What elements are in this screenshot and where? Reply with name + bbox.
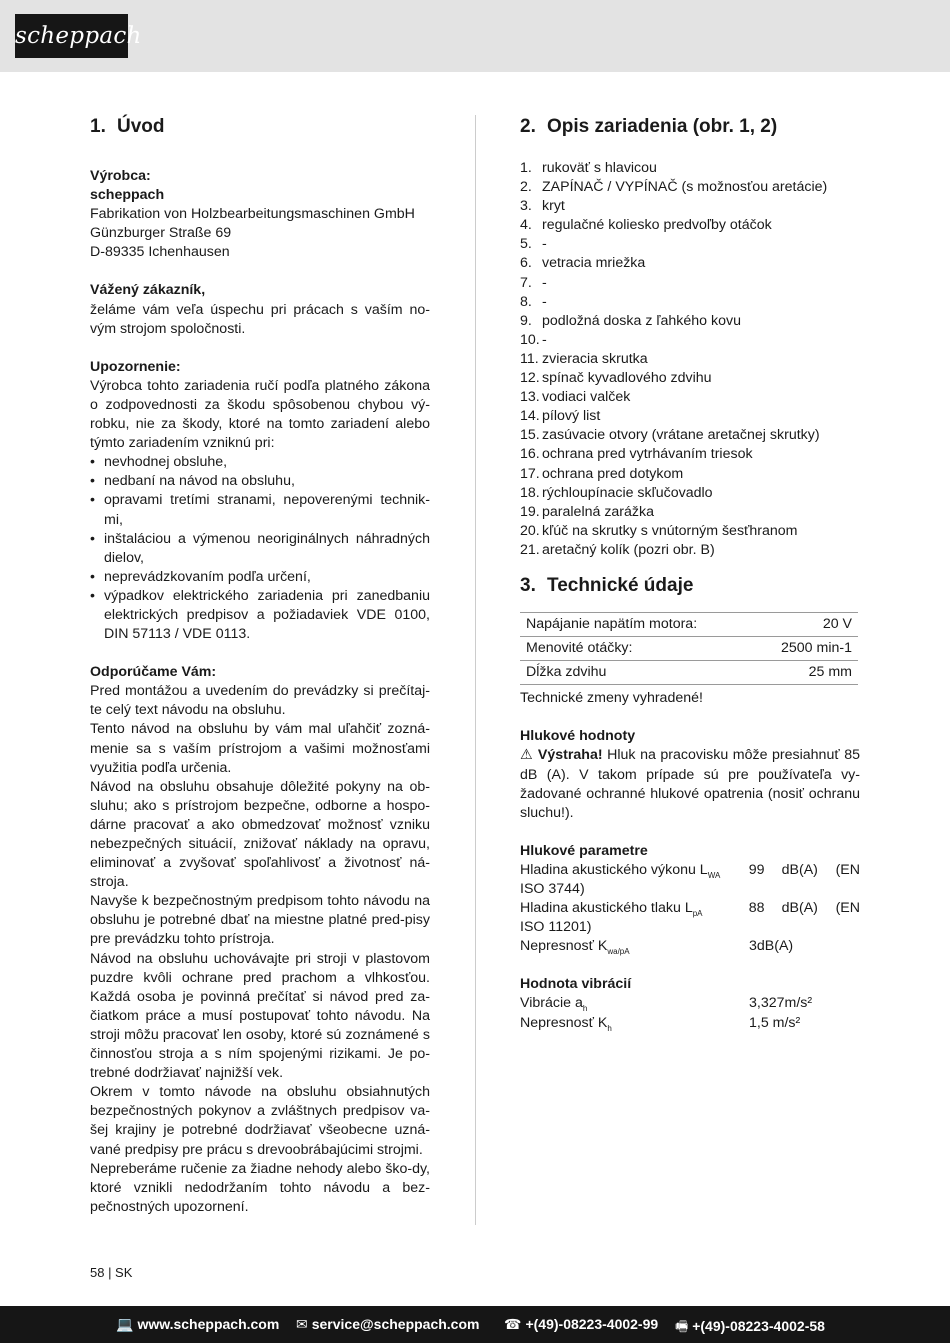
list-item [520,350,860,369]
vibration-uncertainty-sub: h [607,1023,612,1033]
part-label: - [542,293,547,310]
part-number: 5. [520,236,532,253]
uncertainty-sub: wa/pA [607,947,630,957]
part-number: 12. [520,370,540,387]
recommend-paragraph: Návod na obsluhu uchovávajte pri stroji v plastovom puzdre kvôli ochrane pred prachom a vlhkosťou. Každá osoba je povinná prečítať si návod pred za-čiatkom práce a musí postupovať tohto návodu. Na stroji môžu pracovať len osoby, ktoré sú zoznámené s činnosťou stroja a s ním spojenými rizikami. Je po-trebné dodržiavať najnižší vek. [90,950,430,1082]
uncertainty-row [520,937,860,956]
computer-icon: 💻 [116,1316,134,1332]
part-label: ochrana pred dotykom [542,465,684,482]
warning-text: Hluk na pracovisku môže presiahnuť 85 dB (A). V takom prípade sú pre používateľa vy-žadované ochranné hlukové opatrenia (nosiť ochranu sluchu!). [520,747,860,821]
warning-label: Výstraha! [537,747,603,764]
list-item [520,216,860,235]
notice-text: Výrobca tohto zariadenia ručí podľa platného zákona o zodpovednosti za škodu spôsobenou chybou vý-robku, nie za škody, ktoré na tomto zariadení alebo týmto zariadením vzniknú pri: [90,377,430,452]
recommend-title: Odporúčame Vám: [90,664,217,681]
sound-pressure-standard-cont: ISO 11201) [520,919,592,936]
part-number: 3. [520,198,532,215]
manufacturer-label: Výrobca: [90,168,151,184]
sound-pressure-standard: (EN [835,900,860,917]
part-number: 9. [520,312,532,329]
table-row [520,661,858,685]
list-item [520,445,860,464]
table-cell-label: Napájanie napätím motora: [520,612,753,636]
sound-power-sub: WA [707,870,721,880]
sound-power-row [520,861,860,880]
right-column [520,115,860,1033]
phone-icon: ☎ [504,1316,522,1332]
recommend-paragraph: Pred montážou a uvedením do prevádzky si prečítaj-te celý text návodu na obsluhu. [90,683,430,719]
vibration-title: Hodnota vibrácií [520,976,632,993]
warning-paragraph [520,746,860,822]
sound-power-label: Hladina akustického výkonu L [520,861,708,878]
section-2-heading: 2. Opis zariadenia (obr. 1, 2) [520,116,778,137]
uncertainty-value: 3dB(A) [749,938,794,955]
address-line: D-89335 Ichenhausen [90,244,230,261]
part-label: - [542,274,547,291]
fax-number: +(49)-08223-4002-58 [692,1318,825,1334]
part-label: regulačné koliesko predvoľby otáčok [542,217,772,234]
recommend-paragraph: Navyše k bezpečnostným predpisom tohto návodu na obsluhu je potrebné dbať na miestne platné pred-pisy pre prevádzku tohto prístroja. [90,893,430,948]
list-item [520,312,860,331]
vibration-uncertainty-value: 1,5 m/s² [749,1014,801,1031]
list-item [520,369,860,388]
part-label: vodiaci valček [542,389,631,406]
parts-list [520,159,860,560]
part-number: 4. [520,217,532,234]
recommend-paragraph: Okrem v tomto návode na obsluhu obsiahnutých bezpečnostných pokynov a zvláštnych predpisov va-šej krajiny je potrebné dodržiavať všeobecne uzná-vané predpisy pre prácu s drevoobrábajúcimi strojmi. [90,1084,430,1158]
fax-icon: 🖷 [675,1318,689,1334]
footer-bar [0,1306,950,1343]
part-number: 8. [520,293,532,310]
part-number: 1. [520,160,532,176]
list-item: • neprevádzkovaním podľa určení, [90,568,430,587]
part-label: paralelná zarážka [542,503,654,520]
part-label: aretačný kolík (pozri obr. B) [542,541,715,558]
noise-title: Hlukové hodnoty [520,728,636,745]
list-item [520,522,860,541]
part-label: zasúvacie otvory (vrátane aretačnej skrutky) [542,427,820,444]
footer-phone [504,1316,658,1333]
table-row [520,637,858,661]
warning-icon: ⚠ [520,747,534,764]
part-label: vetracia mriežka [542,255,646,272]
website-link[interactable]: www.scheppach.com [137,1316,280,1332]
phone-number: +(49)-08223-4002-99 [525,1316,659,1332]
vibration-sub: h [582,1004,588,1014]
list-item [520,178,860,197]
part-number: 11. [520,350,539,367]
footer-fax [675,1316,825,1340]
vibration-value: 3,327m/s² [749,995,813,1012]
vibration-label: Vibrácie a [520,995,583,1012]
part-label: kryt [542,198,565,215]
part-number: 17. [520,465,540,482]
sound-power-unit: dB(A) [781,861,818,878]
sound-power-value: 99 [748,861,765,878]
vibration-uncertainty-label: Nepresnosť K [520,1014,608,1031]
part-number: 15. [520,427,540,444]
part-label: ZAPÍNAČ / VYPÍNAČ (s možnosťou aretácie) [542,179,828,196]
recommend-paragraph: Tento návod na obsluhu by vám mal uľahčiť zozná-menie sa s vaším prístrojom a vašimi možnosťami využitia podľa určenia. [90,721,430,776]
list-item: • nedbaní na návod na obsluhu, [90,472,430,491]
part-label: rýchloupínacie skľučovadlo [542,484,713,501]
header-bar [0,0,950,72]
recommend-paragraph: Návod na obsluhu obsahuje dôležité pokyny na ob-sluhu; ako s prístrojom bezpečne, odborne a hospo-dárne pracovať a ako obmedzovať možnosť vzniku nebezpečných situácií, znižovať náklady na opravu, eliminovať a zvyšovať spoľahlivosť a životnosť ná-stroja. [90,778,430,891]
list-item [520,274,860,293]
part-number: 13. [520,389,540,406]
list-item [520,426,860,445]
table-cell-value: 2500 min-1 [753,637,858,661]
list-item [520,254,860,273]
part-number: 19. [520,503,540,520]
table-row [520,612,858,636]
sound-pressure-sub: pA [692,908,703,918]
list-item [520,465,860,484]
manufacturer-name: scheppach [90,187,165,204]
part-label: rukoväť s hlavicou [542,160,657,176]
part-label: zvieracia skrutka [542,350,648,367]
part-number: 20. [520,522,540,539]
part-number: 2. [520,179,532,196]
table-cell-label: Dĺžka zdvihu [520,661,753,685]
sound-pressure-row [520,899,860,918]
sound-power-standard-cont: ISO 3744) [520,881,585,897]
table-cell-value: 25 mm [753,661,858,685]
part-number: 6. [520,255,532,272]
section-1-heading: 1. Úvod [90,116,165,137]
left-column [90,115,430,1217]
sound-power-standard: (EN [835,861,860,878]
list-item [520,293,860,312]
part-number: 7. [520,274,532,291]
address-line: Fabrikation von Holzbearbeitungsmaschinen GmbH [90,206,415,223]
list-item [520,331,860,350]
list-item [520,407,860,426]
sound-pressure-unit: dB(A) [781,900,818,917]
part-number: 10. [520,331,540,348]
scheppach-logo: scheppach [15,14,128,58]
address-line: Günzburger Straße 69 [90,225,232,242]
uncertainty-label: Nepresnosť K [520,938,608,955]
list-item [520,159,860,178]
tech-note: Technické zmeny vyhradené! [520,690,703,707]
footer-website[interactable] [116,1316,279,1333]
list-item [520,484,860,503]
part-number: 14. [520,408,540,425]
part-number: 18. [520,484,540,501]
part-label: kľúč na skrutky s vnútorným šesťhranom [542,522,798,539]
list-item: • inštaláciou a výmenou neoriginálnych náhradných dielov, [90,530,430,568]
list-item: • výpadkov elektrického zariadenia pri zanedbaniu elektrických predpisov a požiadaviek VDE 0100, DIN 57113 / VDE 0113. [90,587,430,644]
notice-bullet-list [90,453,430,644]
list-item [520,541,860,560]
greeting-text: želáme vám veľa úspechu pri prácach s vaším no-vým strojom spoločnosti. [90,301,430,337]
recommend-paragraph: Nepreberáme ručenie za žiadne nehody alebo ško-dy, ktoré vznikli nedodržaním tohto návodu a bez-pečnostných upozornení. [90,1160,430,1215]
list-item [520,503,860,522]
list-item [520,235,860,254]
table-cell-label: Menovité otáčky: [520,637,753,661]
column-divider [475,115,476,1225]
footer-email[interactable] [296,1316,479,1333]
list-item: • opravami tretími stranami, nepoverenými technik-mi, [90,491,430,529]
part-number: 21. [520,541,540,558]
part-label: pílový list [542,408,601,425]
list-item [520,197,860,216]
sound-pressure-value: 88 [748,900,765,917]
part-label: ochrana pred vytrhávaním triesok [542,446,753,463]
noise-params-title: Hlukové parametre [520,842,648,859]
part-label: - [542,236,547,253]
email-link[interactable]: service@scheppach.com [311,1316,480,1332]
tech-data-table [520,612,858,685]
list-item [520,388,860,407]
part-label: podložná doska z ľahkého kovu [542,312,741,329]
notice-title: Upozornenie: [90,358,181,375]
part-label: spínač kyvadlového zdvihu [542,370,712,387]
part-number: 16. [520,446,540,463]
vibration-uncertainty-row [520,1014,860,1033]
section-3-heading: 3. Technické údaje [520,574,694,596]
sound-pressure-label: Hladina akustického tlaku L [520,900,693,917]
vibration-row [520,994,860,1013]
mail-icon: ✉ [296,1316,308,1332]
list-item: • nevhodnej obsluhe, [90,453,430,472]
table-cell-value: 20 V [753,612,858,636]
greeting-title: Vážený zákazník, [90,282,206,299]
part-label: - [542,331,547,348]
page-number: 58 | SK [90,1265,133,1280]
